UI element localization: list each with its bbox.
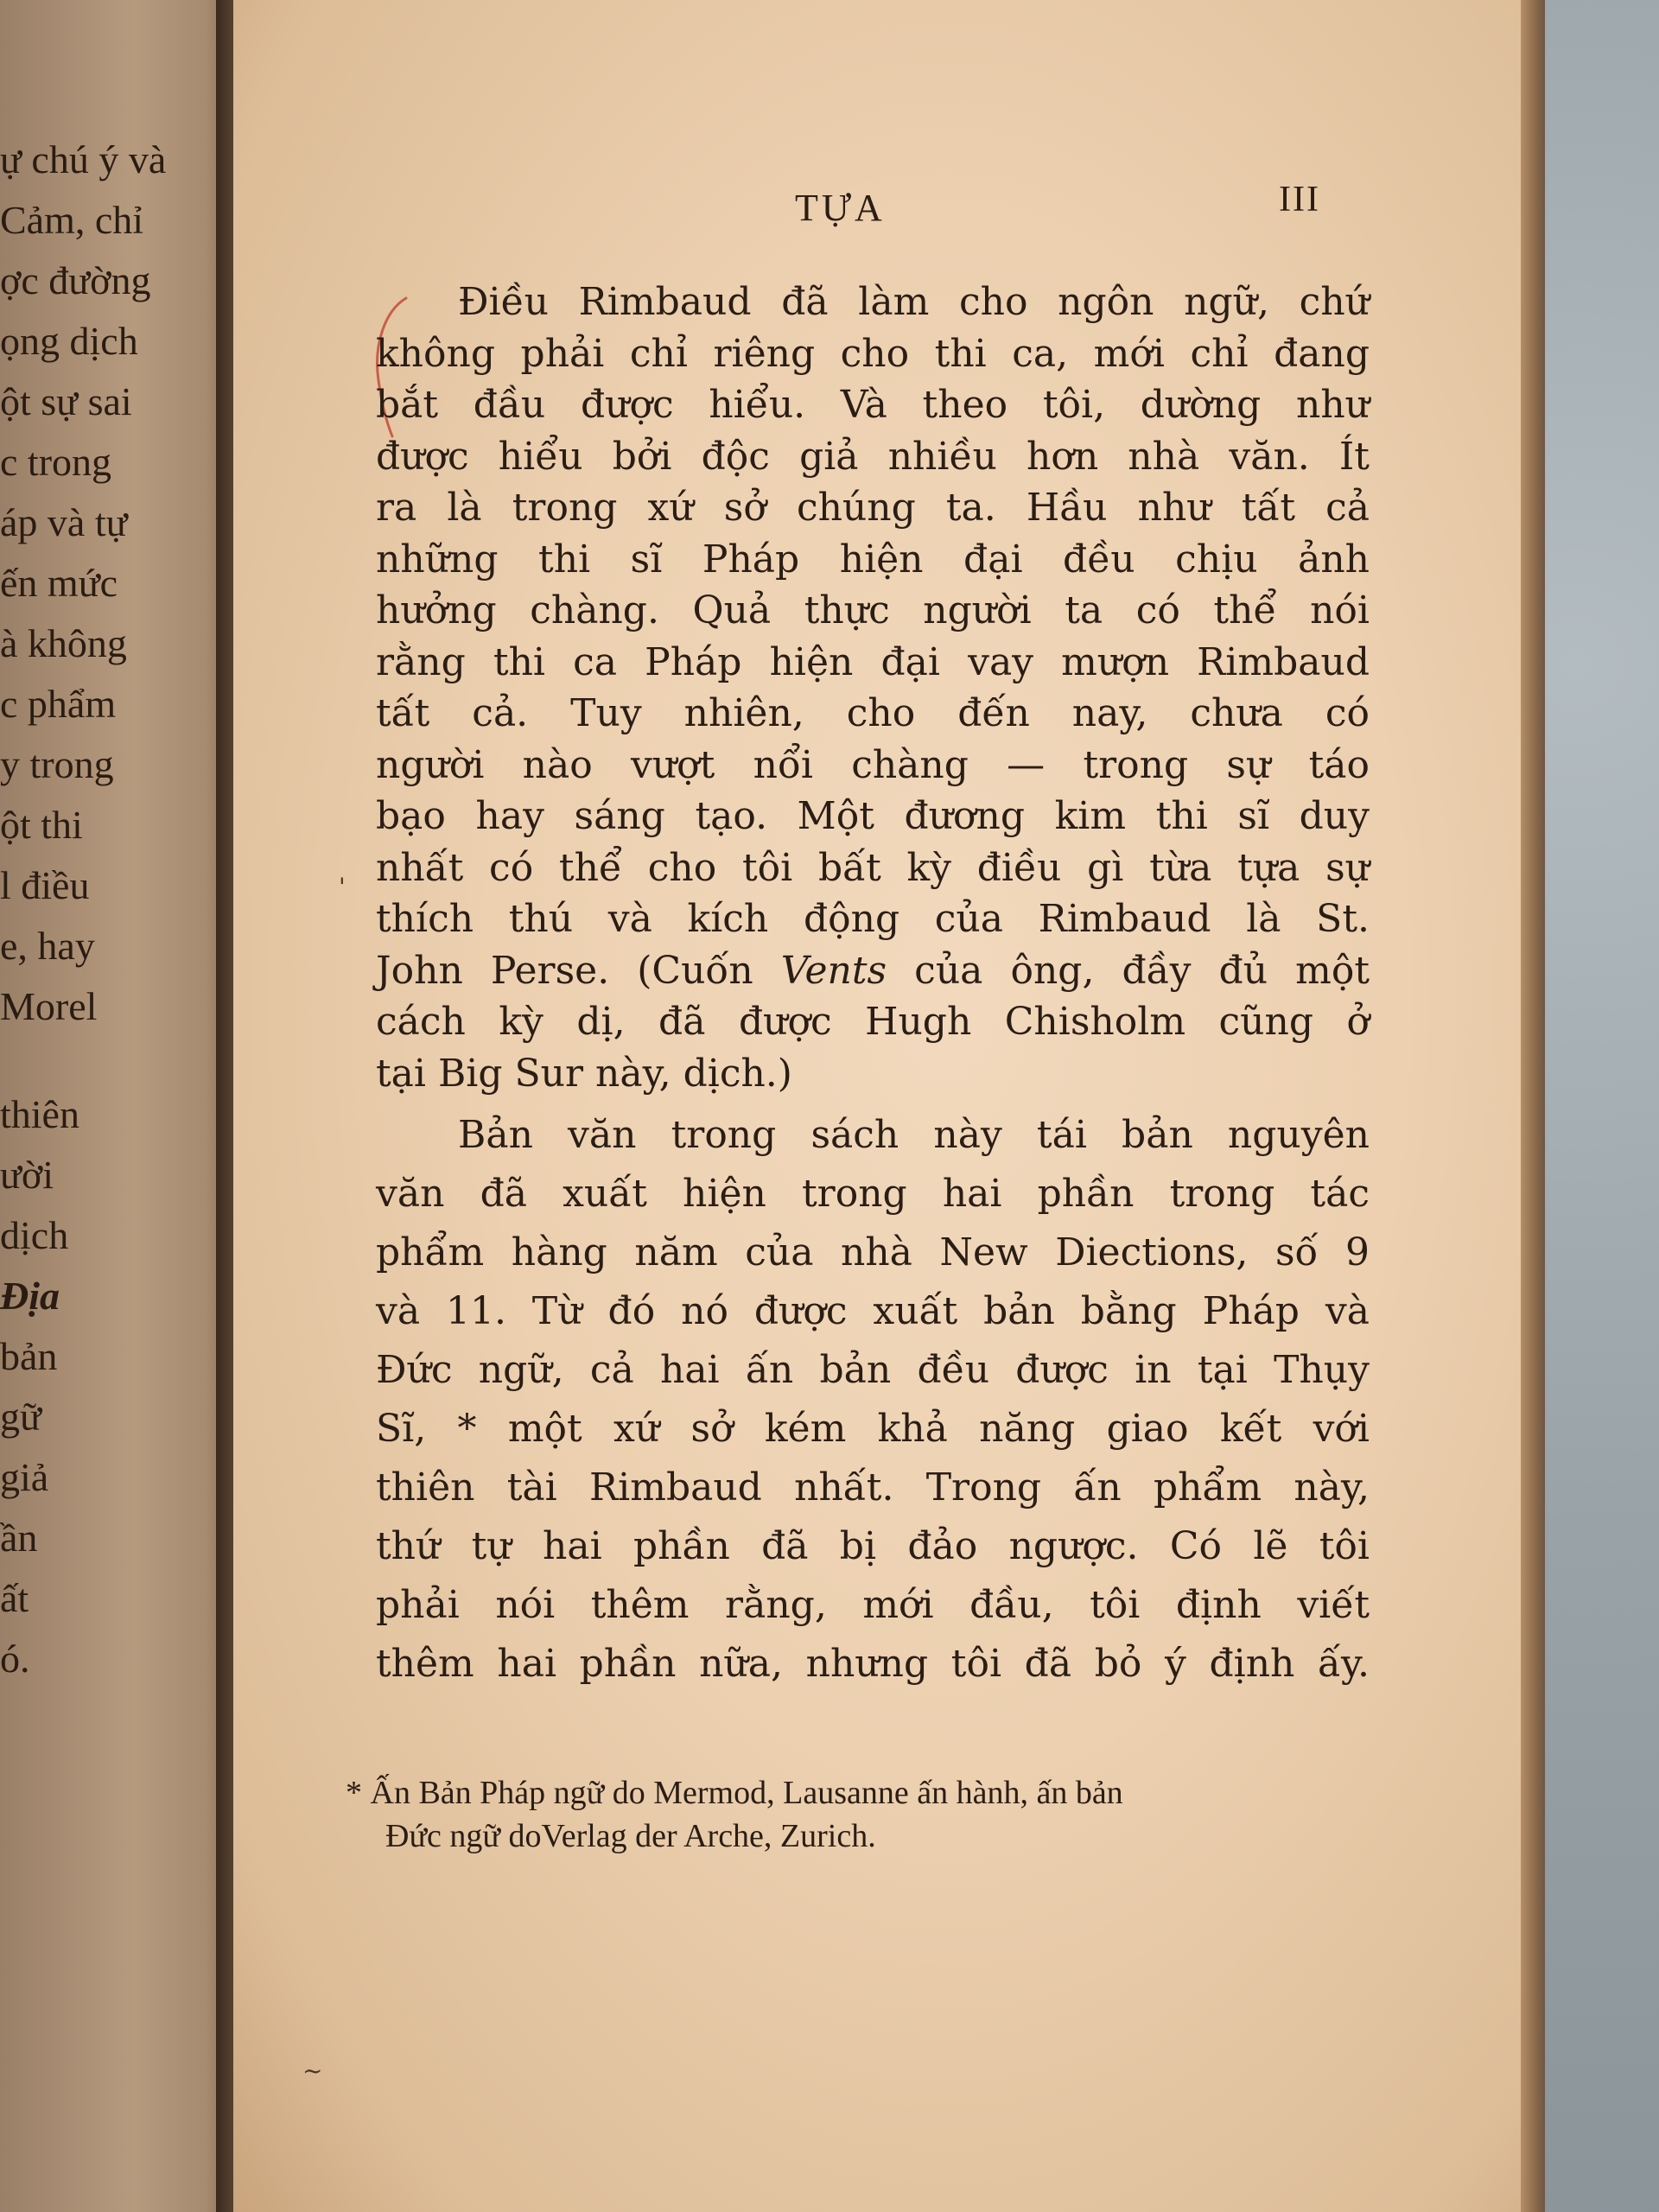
left-page-line: ọng dịch <box>0 319 138 363</box>
left-page-line: à không <box>0 621 127 665</box>
left-page-text <box>0 130 216 1689</box>
text-line: những thi sĩ Pháp hiện đại đều chịu ảnh <box>376 537 1370 582</box>
text-line: được hiểu bởi độc giả nhiều hơn nhà văn. Ít <box>376 434 1370 479</box>
left-page-line: ười <box>0 1153 54 1197</box>
left-page-line: y trong <box>0 742 114 786</box>
footnote-line: Đức ngữ doVerlag der Arche, Zurich. <box>385 1818 876 1854</box>
text-line: Điều Rimbaud đã làm cho ngôn ngữ, chứ <box>458 280 1370 324</box>
left-facing-page <box>0 0 242 2212</box>
left-page-line: ợc đường <box>0 258 151 302</box>
paragraph-2 <box>376 1106 1370 1694</box>
paragraph-1 <box>376 276 1370 1099</box>
ink-speck: ~ <box>302 2056 323 2085</box>
left-page-line: l điều <box>0 863 90 907</box>
text-line: và 11. Từ đó nó được xuất bản bằng Pháp và <box>376 1289 1370 1333</box>
left-page-line: gữ <box>0 1395 41 1439</box>
page-edge <box>1521 0 1545 2212</box>
page-title: TỰA <box>795 187 886 229</box>
text-segment: của ông, đầy đủ một <box>887 948 1370 993</box>
left-page-line: c phẩm <box>0 682 117 726</box>
left-page-line: Cảm, chỉ <box>0 198 144 242</box>
left-page-line: bản <box>0 1334 58 1378</box>
left-page-line: giả <box>0 1455 49 1499</box>
page-number: III <box>1279 180 1320 219</box>
text-line: bắt đầu được hiểu. Và theo tôi, dường như <box>376 383 1370 427</box>
text-line: Sĩ, * một xứ sở kém khả năng giao kết với <box>376 1407 1370 1451</box>
left-page-line: ến mức <box>0 561 118 605</box>
left-page-line: áp và tự <box>0 500 128 544</box>
text-line: Bản văn trong sách này tái bản nguyên <box>458 1113 1370 1157</box>
text-line: hưởng chàng. Quả thực người ta có thể nói <box>376 588 1370 632</box>
text-line: Đức ngữ, cả hai ấn bản đều được in tại Thụy <box>376 1348 1370 1392</box>
text-line: người nào vượt nổi chàng — trong sự táo <box>376 742 1370 787</box>
text-line: ra là trong xứ sở chúng ta. Hầu như tất cả <box>376 486 1370 530</box>
text-line: phẩm hàng năm của nhà New Diections, số 9 <box>376 1230 1370 1274</box>
text-line: bạo hay sáng tạo. Một đương kim thi sĩ duy <box>376 794 1370 838</box>
text-line: không phải chỉ riêng cho thi ca, mới chỉ đang <box>376 331 1370 376</box>
text-line: cách kỳ dị, đã được Hugh Chisholm cũng ở <box>376 1000 1370 1044</box>
text-line: thêm hai phần nữa, nhưng tôi đã bỏ ý định ấy. <box>376 1642 1370 1686</box>
left-page-line: thiên <box>0 1092 79 1136</box>
text-line-vents <box>376 945 1370 997</box>
text-line: thứ tự hai phần đã bị đảo ngược. Có lẽ tôi <box>376 1524 1370 1568</box>
footnote-line: * Ấn Bản Pháp ngữ do Mermod, Lausanne ấn hành, ấn bản <box>346 1775 1123 1811</box>
text-line: văn đã xuất hiện trong hai phần trong tác <box>376 1172 1370 1216</box>
left-page-line: ự chú ý và <box>0 137 167 181</box>
text-line: tất cả. Tuy nhiên, cho đến nay, chưa có <box>376 691 1370 735</box>
text-line: rằng thi ca Pháp hiện đại vay mượn Rimbaud <box>376 639 1370 684</box>
left-page-line: ó. <box>0 1637 30 1681</box>
left-page-line: dịch <box>0 1213 69 1257</box>
left-page-line: c trong <box>0 440 112 484</box>
text-line: thiên tài Rimbaud nhất. Trong ấn phẩm này, <box>376 1465 1370 1510</box>
ink-speck: ' <box>339 873 346 901</box>
running-header <box>233 180 1529 246</box>
text-line: phải nói thêm rằng, mới đầu, tôi định viết <box>376 1583 1370 1627</box>
body-text <box>376 276 1370 1694</box>
left-page-gap <box>0 1037 216 1084</box>
left-page-line: ột thi <box>0 803 83 847</box>
footnote <box>346 1771 1391 1858</box>
text-segment: John Perse. (Cuốn <box>376 948 781 993</box>
text-line: nhất có thể cho tôi bất kỳ điều gì từa tựa sự <box>376 845 1370 890</box>
left-page-line: Địa <box>0 1274 60 1318</box>
book-title-vents: Vents <box>780 948 887 993</box>
left-page-line: ần <box>0 1516 38 1560</box>
left-page-line: Morel <box>0 984 98 1028</box>
left-page-line: e, hay <box>0 924 95 968</box>
text-line: thích thú và kích động của Rimbaud là St. <box>376 897 1370 941</box>
left-page-line: ột sự sai <box>0 379 132 423</box>
text-line: tại Big Sur này, dịch.) <box>376 1051 792 1096</box>
left-page-line: ất <box>0 1576 29 1620</box>
